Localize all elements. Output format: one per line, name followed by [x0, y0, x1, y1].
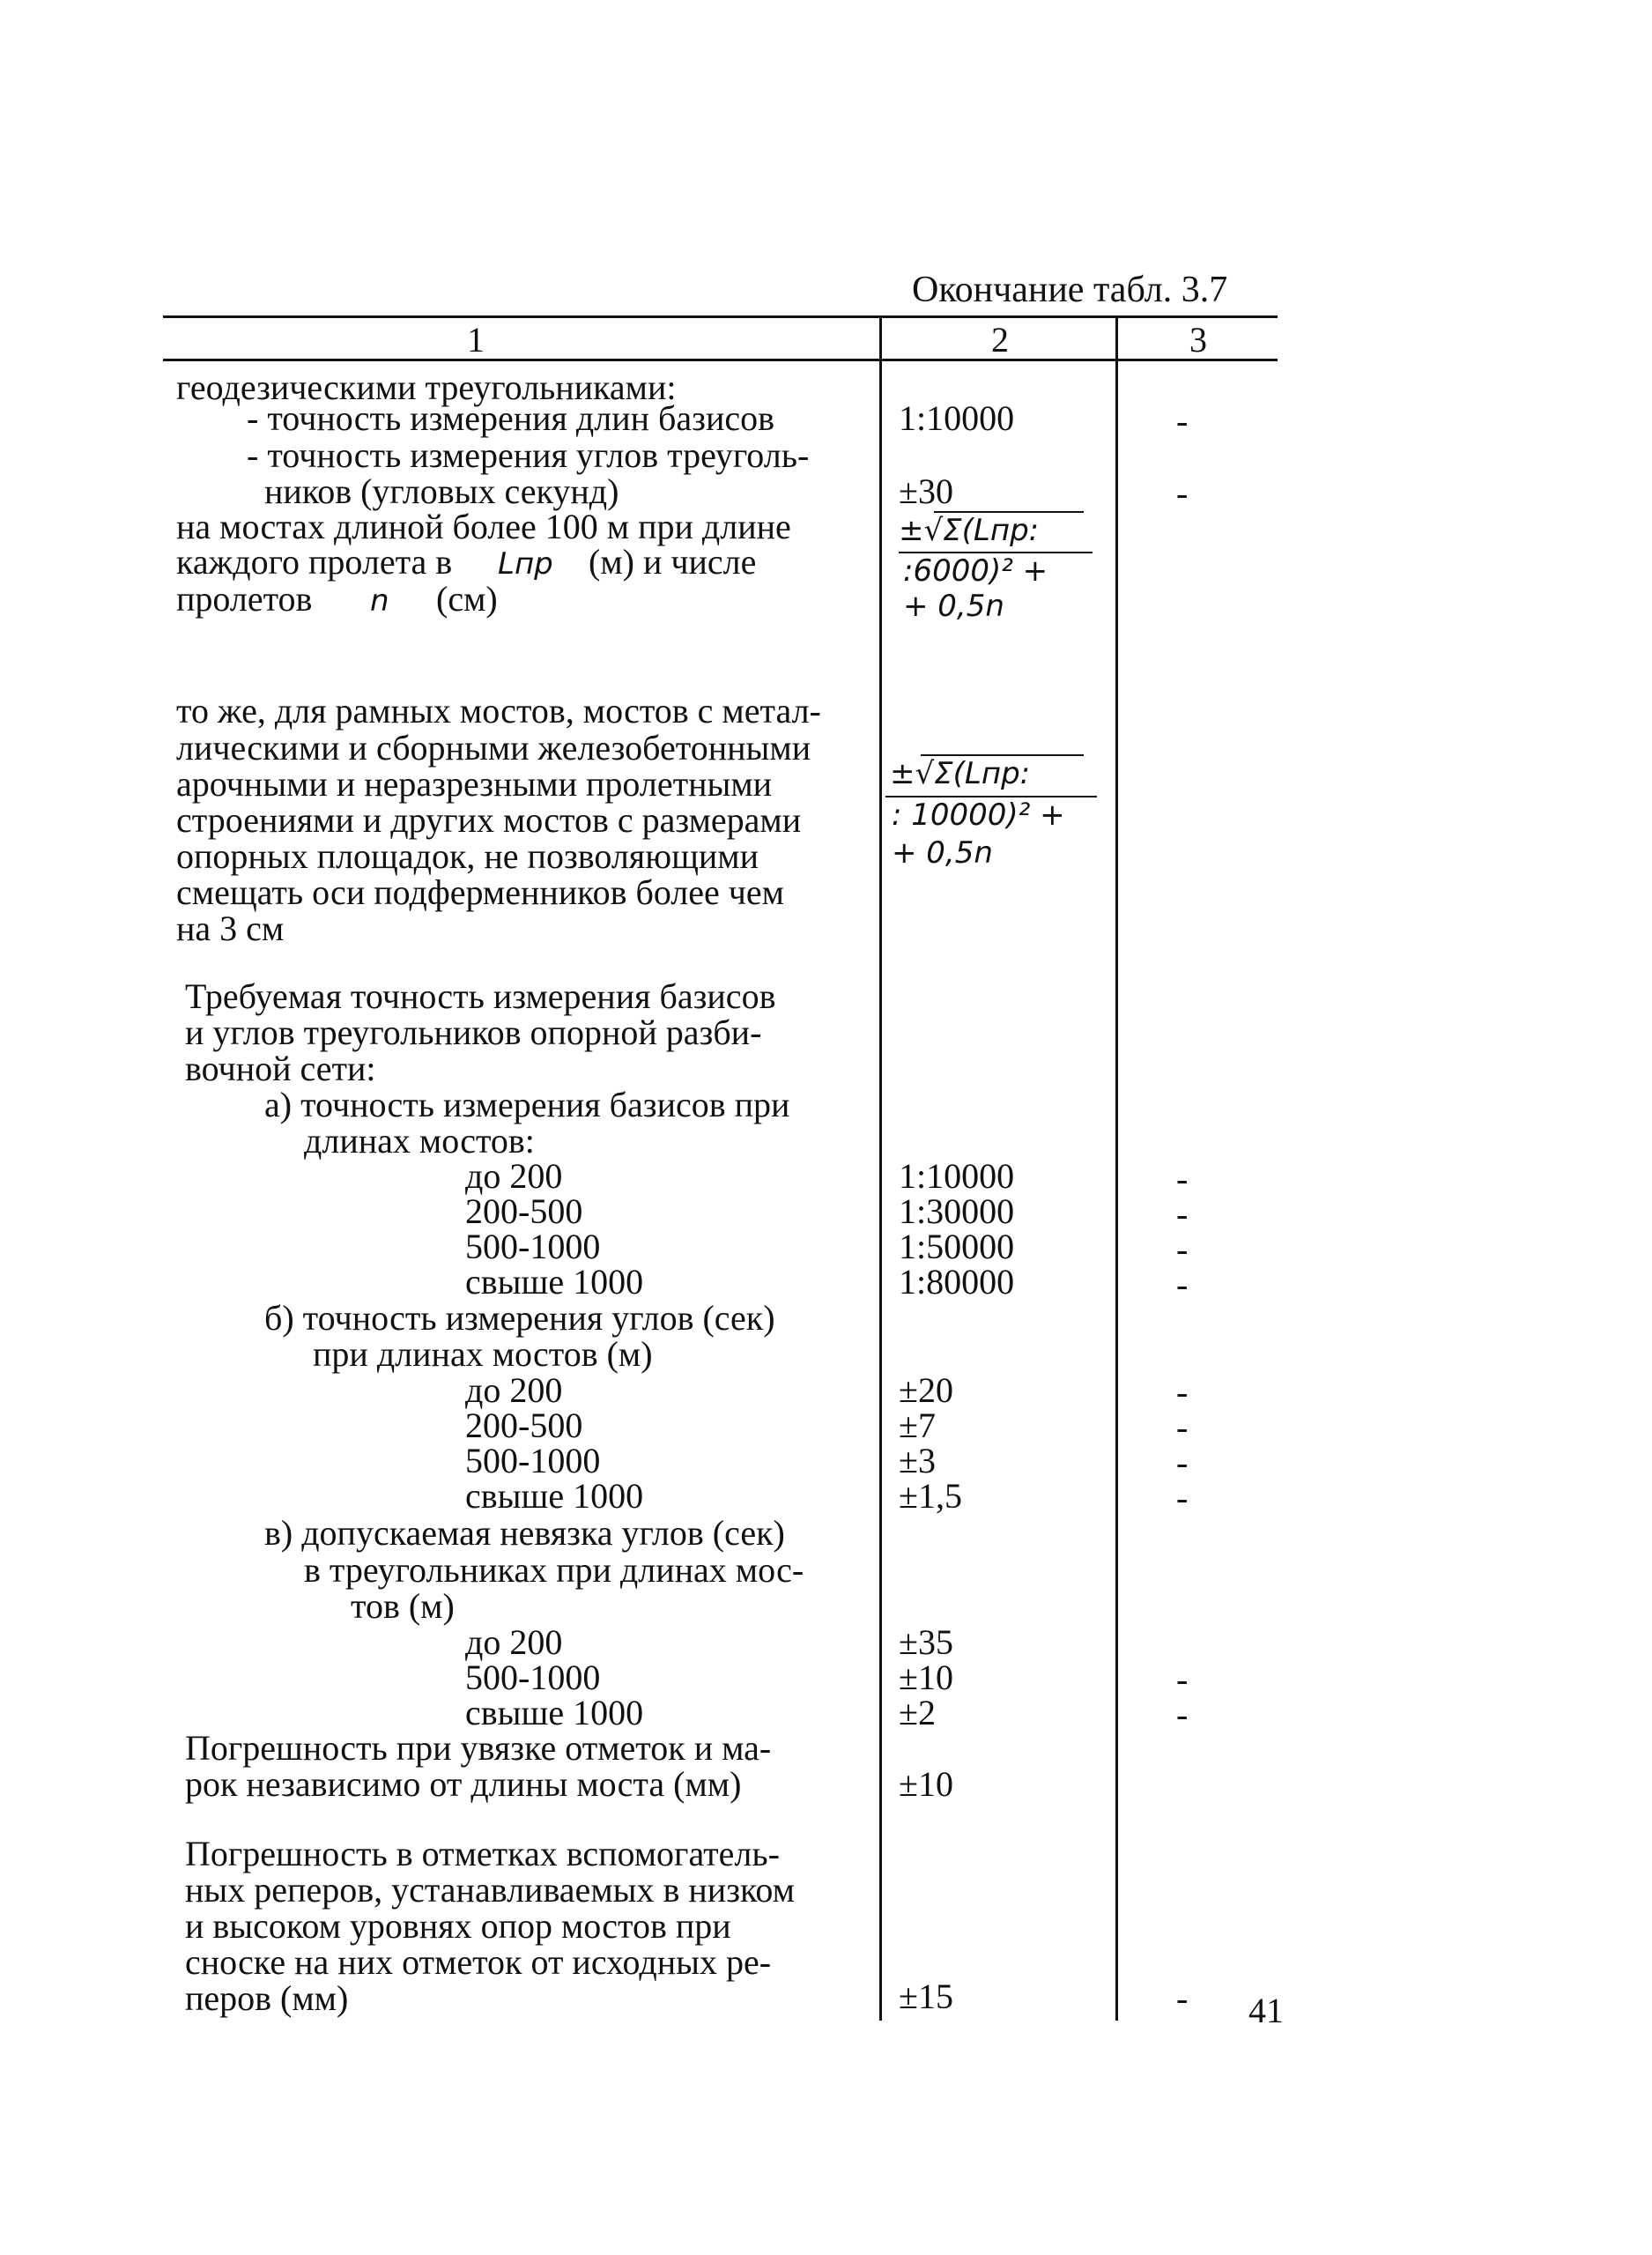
dash-cell: -: [1176, 1372, 1189, 1412]
row-label: свыше 1000: [465, 1476, 644, 1516]
row-label: Требуемая точность измерения базисов: [185, 976, 776, 1016]
row-label: до 200: [465, 1156, 563, 1196]
formula-line: + 0,5n: [903, 589, 1004, 624]
row-label: свыше 1000: [465, 1262, 644, 1302]
row-label: ников (угловых секунд): [264, 471, 619, 511]
row-label: 500-1000: [465, 1658, 601, 1697]
row-label: до 200: [465, 1622, 563, 1662]
row-label: пролетов: [176, 579, 313, 619]
row-label: геодезическими треугольниками:: [176, 367, 677, 407]
row-label: опорных площадок, не позволяющими: [176, 836, 759, 876]
row-label: а) точность измерения базисов при: [264, 1085, 790, 1124]
value-cell: 1:50000: [899, 1227, 1015, 1266]
units-cm-text: (см): [436, 579, 498, 619]
value-cell: ±15: [899, 1977, 953, 2016]
value-cell: 1:10000: [899, 398, 1015, 438]
value-cell: 1:10000: [899, 1156, 1015, 1196]
value-cell: ±10: [899, 1658, 953, 1697]
row-label: и углов треугольников опорной разби-: [185, 1013, 762, 1052]
value-cell: 1:80000: [899, 1262, 1015, 1302]
row-label: 200-500: [465, 1406, 583, 1445]
handwritten-n: n: [370, 583, 389, 619]
value-cell: ±30: [899, 471, 953, 511]
row-label: длинах мостов:: [304, 1121, 535, 1161]
value-cell: ±20: [899, 1370, 953, 1410]
column-header-1: 1: [467, 320, 485, 360]
row-label: свыше 1000: [465, 1693, 644, 1732]
dash-cell: -: [1176, 1194, 1189, 1234]
row-label: до 200: [465, 1370, 563, 1410]
table-top-rule: [163, 315, 1278, 318]
formula-line: : 10000)² +: [892, 797, 1065, 833]
row-label: на мостах длиной более 100 м при длине: [176, 507, 791, 546]
row-label: рок независимо от длины моста (мм): [185, 1764, 742, 1804]
row-label: лическими и сборными железобетонными: [176, 728, 811, 768]
row-label: вочной сети:: [185, 1049, 376, 1088]
column-header-2: 2: [991, 320, 1009, 360]
row-label: то же, для рамных мостов, мостов с метал-: [176, 691, 821, 731]
column-divider-1: [879, 315, 882, 2021]
formula-line: ±√Σ(Lпр:: [890, 756, 1031, 791]
dash-cell: -: [1176, 1229, 1189, 1269]
row-label: в) допускаемая невязка углов (сек): [264, 1513, 785, 1553]
row-label: 200-500: [465, 1191, 583, 1231]
table-header-rule: [163, 359, 1278, 361]
units-and-count-text: (м) и числе: [589, 542, 757, 582]
row-label: Погрешность при увязке отметок и ма-: [185, 1728, 772, 1768]
row-label: строениями и других мостов с размерами: [176, 800, 802, 840]
handwritten-lpr: Lпр: [498, 546, 553, 582]
formula-bar: [934, 511, 1084, 513]
row-label: перов (мм): [185, 1978, 349, 2018]
dash-cell: -: [1176, 1265, 1189, 1304]
row-label: смещать оси подферменников более чем: [176, 872, 784, 912]
row-label: на 3 см: [176, 909, 285, 948]
value-cell: ±2: [899, 1693, 936, 1732]
row-label: сноске на них отметок от исходных ре-: [185, 1942, 772, 1982]
row-label: 500-1000: [465, 1441, 601, 1480]
row-label: - точность измерения углов треуголь-: [247, 435, 810, 475]
row-label: в треугольниках при длинах мос-: [304, 1550, 804, 1590]
formula-line: ±√Σ(Lпр:: [899, 513, 1040, 548]
dash-cell: -: [1176, 401, 1189, 441]
dash-cell: -: [1176, 1407, 1189, 1447]
page-number: 41: [1248, 1991, 1284, 2030]
row-label: при длинах мостов (м): [313, 1334, 653, 1374]
table-caption: Окончание табл. 3.7: [912, 270, 1228, 310]
row-label: тов (м): [351, 1586, 455, 1626]
row-label: и высоком уровнях опор мостов при: [185, 1906, 731, 1946]
row-label: ных реперов, устанавливаемых в низком: [185, 1870, 795, 1910]
column-header-3: 3: [1189, 320, 1207, 360]
row-label: Погрешность в отметках вспомогатель-: [185, 1834, 780, 1873]
row-label: - точность измерения длин базисов: [247, 398, 774, 438]
value-cell: ±10: [899, 1764, 953, 1804]
value-cell: 1:30000: [899, 1191, 1015, 1231]
dash-cell: -: [1176, 1478, 1189, 1517]
column-divider-2: [1115, 315, 1118, 2021]
row-label: 500-1000: [465, 1227, 601, 1266]
formula-line: :6000)² +: [903, 553, 1048, 589]
dash-cell: -: [1176, 1978, 1189, 2018]
dash-cell: -: [1176, 1159, 1189, 1198]
value-cell: ±35: [899, 1622, 953, 1662]
value-cell: ±1,5: [899, 1476, 962, 1516]
value-cell: ±7: [899, 1406, 936, 1445]
row-label: арочными и неразрезными пролетными: [176, 764, 773, 804]
dash-cell: -: [1176, 1443, 1189, 1482]
dash-cell: -: [1176, 1659, 1189, 1699]
value-cell: ±3: [899, 1441, 936, 1480]
row-label: каждого пролета в: [176, 542, 453, 582]
formula-bar: [921, 754, 1084, 756]
row-label: б) точность измерения углов (сек): [264, 1298, 775, 1338]
formula-line: + 0,5n: [892, 835, 993, 871]
dash-cell: -: [1176, 473, 1189, 513]
dash-cell: -: [1176, 1695, 1189, 1734]
